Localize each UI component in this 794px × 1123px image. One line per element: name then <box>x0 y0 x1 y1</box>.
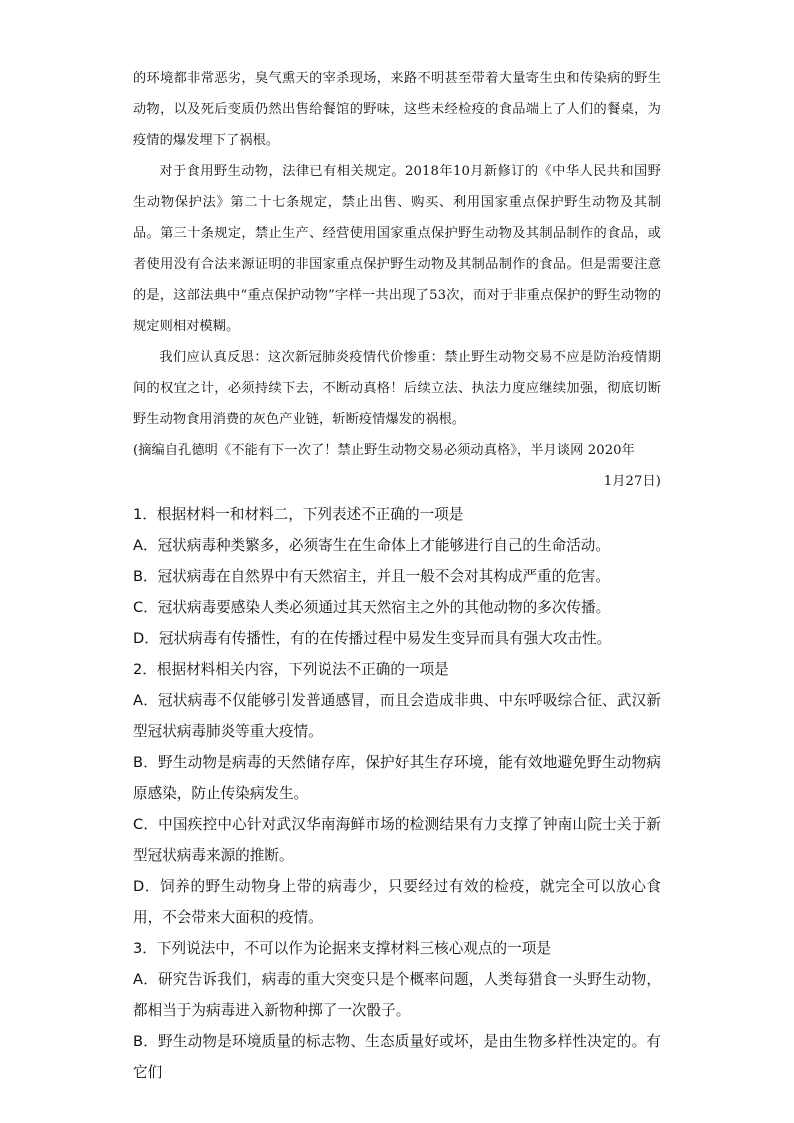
reading-material <box>133 63 661 497</box>
question-option: D．冠状病毒有传播性，有的在传播过程中易发生变异而具有强大攻击性。 <box>133 630 612 647</box>
question-stem: 1．根据材料一和材料二，下列表述不正确的一项是 <box>133 506 464 523</box>
question-option: D．饲养的野生动物身上带的病毒少，只要经过有效的检疫，就完全可以放心食用，不会带来大面积的疫情。 <box>133 878 661 926</box>
question-option: B．野生动物是病毒的天然储存库，保护好其生存环境，能有效地避免野生动物病原感染，防止传染病发生。 <box>133 754 661 802</box>
question-list <box>133 499 661 1088</box>
question-option: C．冠状病毒要感染人类必须通过其天然宿主之外的其他动物的多次传播。 <box>133 599 611 616</box>
material-paragraph-2: 对于食用野生动物，法律已有相关规定。2018年10月新修订的《中华人民共和国野生动物保护法》第二十七条规定，禁止出售、购买、利用国家重点保护野生动物及其制品。第三十条规定，禁止生产、经营使用国家重点保护野生动物及其制品制作的食品，或者使用没有合法来源证明的非国家重点保护野生动物及其制品制作的食品。但是需要注意的是，这部法典中“重点保护动物”字样一共出现了53次，而对于非重点保护的野生动物的规定则相对模糊。 <box>133 164 661 334</box>
question-option: C．中国疾控中心针对武汉华南海鲜市场的检测结果有力支撑了钟南山院士关于新型冠状病毒来源的推断。 <box>133 816 661 864</box>
question-option: A．冠状病毒不仅能够引发普通感冒，而且会造成非典、中东呼吸综合征、武汉新型冠状病毒肺炎等重大疫情。 <box>133 692 661 740</box>
question-option: B．野生动物是环境质量的标志物、生态质量好或坏，是由生物多样性决定的。有它们 <box>133 1033 661 1081</box>
material-paragraph-3: 我们应认真反思：这次新冠肺炎疫情代价惨重：禁止野生动物交易不应是防治疫情期间的权宜之计，必须持续下去，不断动真格！后续立法、执法力度应继续加强，彻底切断野生动物食用消费的灰色产业链，斩断疫情爆发的祸根。 <box>133 350 661 427</box>
material-source-date: 1月27日) <box>603 474 661 489</box>
question-option: B．冠状病毒在自然界中有天然宿主，并且一般不会对其构成严重的危害。 <box>133 568 611 585</box>
question-stem: 2．根据材料相关内容，下列说法不正确的一项是 <box>133 661 449 678</box>
material-source: (摘编自孔德明《不能有下一次了！禁止野生动物交易必须动真格》，半月谈网 2020年 <box>133 443 635 458</box>
question-stem: 3．下列说法中，不可以作为论据来支撑材料三核心观点的一项是 <box>133 940 551 957</box>
question-option: A．冠状病毒种类繁多，必须寄生在生命体上才能够进行自己的生命活动。 <box>133 537 610 554</box>
material-paragraph-1: 的环境都非常恶劣，臭气熏天的宰杀现场，来路不明甚至带着大量寄生虫和传染病的野生动物，以及死后变质仍然出售给餐馆的野味，这些未经检疫的食品端上了人们的餐桌，为疫情的爆发埋下了祸根。 <box>133 71 661 148</box>
question-option: A．研究告诉我们，病毒的重大突变只是个概率问题，人类每猎食一头野生动物，都相当于为病毒进入新物种掷了一次骰子。 <box>133 971 661 1019</box>
